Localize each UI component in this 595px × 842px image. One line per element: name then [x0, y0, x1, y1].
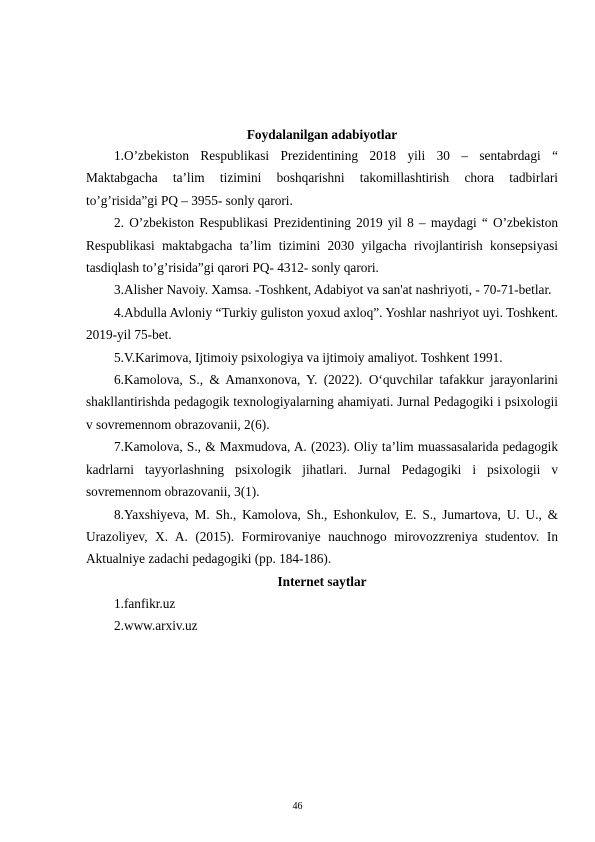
- internet-sites-heading: Internet saytlar: [277, 573, 367, 589]
- reference-item: 7.Kamolova, S., & Maxmudova, A. (2023). Oliy ta’lim muassasalarida pedagogik kadrlarni tayyorlashning psixologik jihatlari. Jurnal Pedagogiki i psixologii v sovremennom obrazovanii, 3(1).: [86, 439, 558, 500]
- references-heading: Foydalanilgan adabiyotlar: [246, 127, 398, 142]
- document-body: [86, 124, 558, 638]
- reference-item: 3.Alisher Navoiy. Xamsa. -Toshkent, Adabiyot va san'at nashriyoti, - 70-71-betlar.: [114, 282, 552, 298]
- reference-item: 8.Yaxshiyeva, M. Sh., Kamolova, Sh., Eshonkulov, E. S., Jumartova, U. U., & Urazoliyev, X. A. (2015). Formirovaniye nauchnogo mirovozzreniya studentov. In Aktualniye zadachi pedagogiki (pp. 184-186).: [86, 506, 558, 567]
- reference-item: 1.O’zbekiston Respublikasi Prezidentining 2018 yili 30 – sentabrdagi “ Maktabgacha ta’lim tizimini boshqarishni takomillashtirish chora tadbirlari to’g’risida”gi PQ – 3955- sonly qarori.: [86, 148, 558, 208]
- website-item: 1.fanfikr.uz: [114, 595, 176, 611]
- references-list: [86, 145, 558, 571]
- reference-item: 6.Kamolova, S., & Amanxonova, Y. (2022). O‘quvchilar tafakkur jarayonlarini shakllantirishda pedagogik texnologiyalarning ahamiyati. Jurnal Pedagogiki i psixologii v sovremennom obrazovanii, 2(6).: [86, 372, 558, 432]
- reference-item: 5.V.Karimova, Ijtimoiy psixologiya va ijtimoiy amaliyot. Toshkent 1991.: [114, 349, 503, 365]
- reference-item: 4.Abdulla Avloniy “Turkiy guliston yoxud axloq”. Yoshlar nashriyot uyi. Toshkent. 2019-yil 75-bet.: [86, 304, 558, 343]
- website-item: 2.www.arxiv.uz: [114, 618, 198, 634]
- websites-list: [86, 593, 558, 638]
- reference-item: 2. O’zbekiston Respublikasi Prezidentining 2019 yil 8 – maydagi “ O’zbekiston Respublikasi maktabgacha ta’lim tizimini 2030 yilgacha rivojlantirish konsepsiyasi tasdiqlash to’g’risida”gi qarori PQ- 4312- sonly qarori.: [86, 215, 558, 276]
- page-number: 46: [292, 801, 303, 812]
